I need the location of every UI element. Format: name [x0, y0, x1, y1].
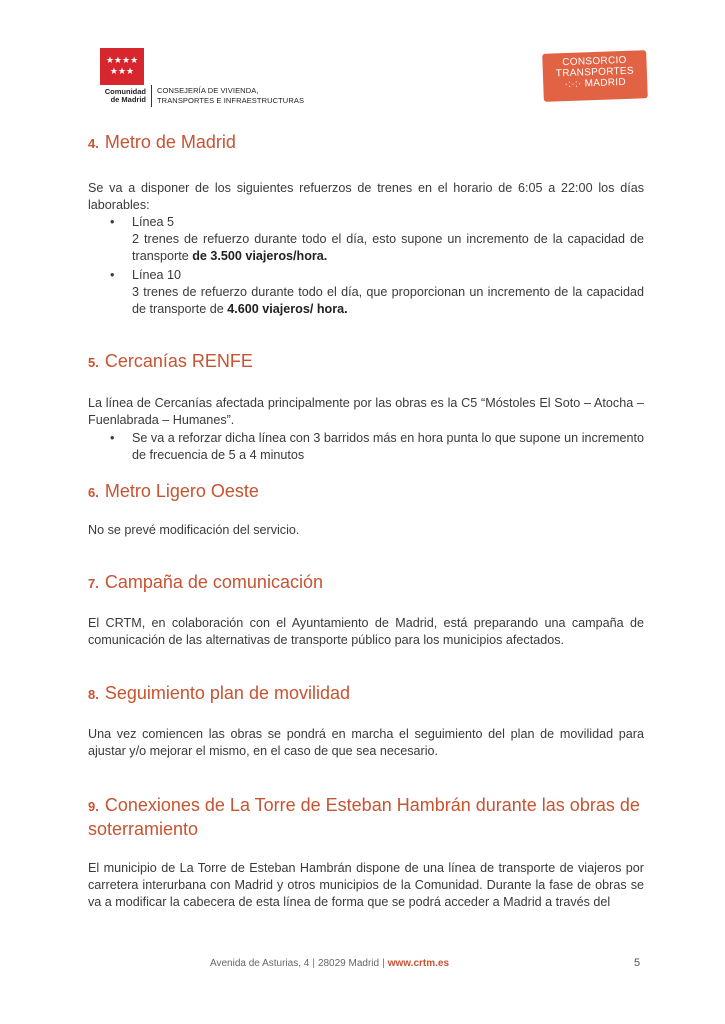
section-text: El municipio de La Torre de Esteban Hambrán dispone de una línea de transporte de viajeros por carretera interurbana con Madrid y otros municipios de la Comunidad. Durante la fase de obras se va a modificar la cabecera de esta línea de forma que se podrá acceder a Madrid a través del: [88, 861, 644, 909]
section-heading-cercanias: 5. Cercanías RENFE: [88, 351, 253, 371]
line-title: Línea 10: [132, 268, 182, 282]
section-heading-campana: 7. Campaña de comunicación: [88, 572, 323, 592]
section-intro: Se va a disponer de los siguientes refuerzos de trenes en el horario de 6:05 a 22:00 los días laborables:: [88, 181, 644, 212]
list-item: • Línea 5 2 trenes de refuerzo durante todo el día, esto supone un incremento de la capacidad de transporte de 3.500 viajeros/hora.: [110, 215, 644, 263]
comunidad-madrid-logo: [100, 48, 150, 104]
website-link[interactable]: www.crtm.es: [387, 958, 450, 969]
section-heading-metro-madrid: 4. Metro de Madrid: [88, 132, 236, 152]
section-text: El CRTM, en colaboración con el Ayuntamiento de Madrid, está preparando una campaña de comunicación de las alternativas de transporte público para los municipios afectados.: [88, 616, 644, 647]
bullet-icon: •: [110, 431, 115, 445]
section-text: No se prevé modificación del servicio.: [88, 523, 300, 537]
page-footer: Avenida de Asturias, 4 | 28029 Madrid | www.crtm.es: [210, 958, 450, 969]
page-number: 5: [634, 957, 641, 969]
list-item: • Se va a reforzar dicha línea con 3 barridos más en hora punta lo que supone un incremento de frecuencia de 5 a 4 minutos: [110, 431, 644, 462]
comunidad-madrid-flag: ★★★★ ★★★: [100, 48, 144, 85]
consejeria-label: CONSEJERÍA DE VIVIENDA, TRANSPORTES E INFRAESTRUCTURAS: [157, 86, 305, 105]
bullet-icon: •: [110, 215, 115, 229]
section-intro: La línea de Cercanías afectada principalmente por las obras es la C5 “Móstoles El Soto – Atocha – Fuenlabrada – Humanes”.: [88, 396, 644, 427]
logo-divider: [151, 85, 152, 107]
section-heading-conexiones: 9. Conexiones de La Torre de Esteban Hambrán durante las obras de soterramiento: [88, 795, 640, 839]
comunidad-madrid-name: Comunidad de Madrid: [104, 87, 146, 104]
list-item: • Línea 10 3 trenes de refuerzo durante todo el día, que proporcionan un incremento de la capacidad de transporte de 4.600 viajeros/ hora.: [110, 268, 644, 316]
section-heading-seguimiento: 8. Seguimiento plan de movilidad: [88, 683, 350, 703]
section-heading-metro-ligero: 6. Metro Ligero Oeste: [88, 481, 259, 501]
line-title: Línea 5: [132, 215, 175, 229]
crtm-logo: CONSORCIO TRANSPORTES ·:·:· MADRID: [542, 50, 648, 102]
bullet-icon: •: [110, 268, 115, 282]
section-text: Una vez comiencen las obras se pondrá en marcha el seguimiento del plan de movilidad para ajustar y/o mejorar el mismo, en el caso de que sea necesario.: [88, 727, 644, 758]
